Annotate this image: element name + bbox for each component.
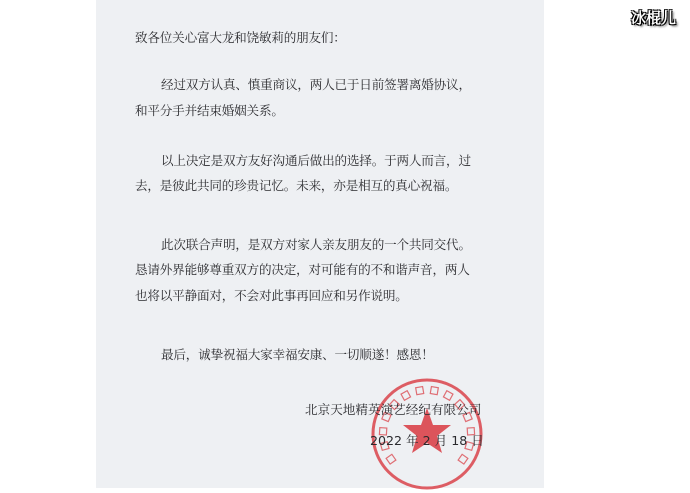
seal-glyph-mark [430,387,438,395]
seal-glyph-mark [416,387,424,395]
seal-glyph-mark [386,454,396,464]
paragraph-line: 恳请外界能够尊重双方的决定，对可能有的不和谐声音，两人 [135,262,470,277]
seal-glyph-mark [401,391,411,401]
watermark: 冰棍儿 [631,9,677,27]
paragraph-line: 最后，诚挚祝福大家幸福安康、一切顺遂！感恩！ [161,347,434,362]
seal-glyph-mark [458,454,468,464]
paragraph-line: 也将以平静面对，不会对此事再回应和另作说明。 [135,288,408,303]
paragraph-line: 以上决定是双方友好沟通后做出的选择。于两人而言，过 [161,153,471,168]
seal-glyph-mark [443,391,453,401]
paragraph-line: 经过双方认真、慎重商议，两人已于日前签署离婚协议， [161,77,471,92]
salutation: 致各位关心富大龙和饶敏莉的朋友们： [135,30,346,45]
signature-date: 2022 年 2 月 18 日 [370,433,484,448]
paragraph-line: 此次联合声明，是双方对家人亲友朋友的一个共同交代。 [161,237,471,252]
paragraph-line: 去，是彼此共同的珍贵记忆。未来，亦是相互的真心祝福。 [135,178,458,193]
signature-company: 北京天地精英演艺经纪有限公司 [305,402,482,417]
paragraph-line: 和平分手并结束婚姻关系。 [135,103,284,118]
